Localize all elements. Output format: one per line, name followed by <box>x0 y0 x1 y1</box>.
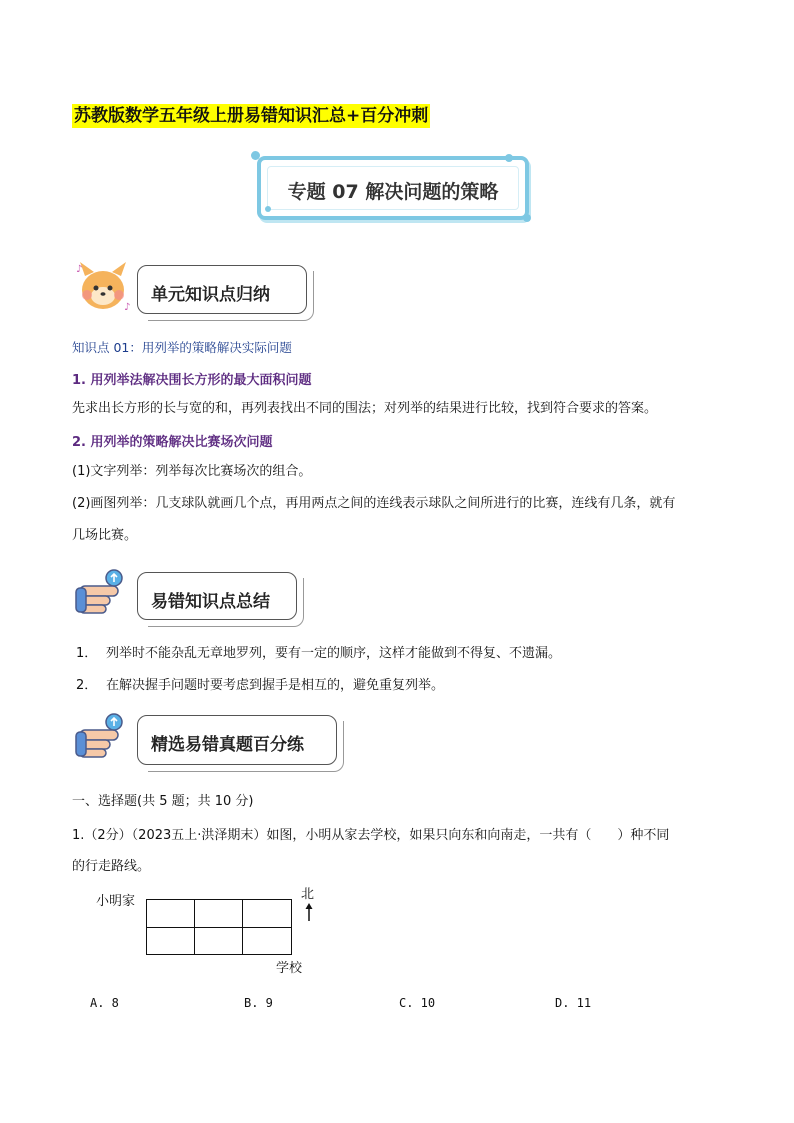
north-label: 北 <box>301 887 315 902</box>
option-a: A. 8 <box>90 996 119 1010</box>
cartoon-dog-icon <box>72 258 134 316</box>
decor-dot <box>251 151 260 160</box>
school-label: 学校 <box>276 961 303 976</box>
section-header-label: 精选易错真题百分练 <box>151 735 304 755</box>
section-header-practice <box>137 715 337 765</box>
knowledge-item-body: 先求出长方形的长与宽的和，再列表找出不同的围法；对列举的结果进行比较，找到符合要求的答案。 <box>72 401 658 416</box>
decor-dot <box>505 154 513 162</box>
question-text: 的行走路线。 <box>72 859 151 874</box>
pointing-hand-icon <box>74 568 130 616</box>
route-grid <box>146 899 292 955</box>
option-b: B. 9 <box>244 996 273 1010</box>
practice-part-title: 一、选择题(共 5 题；共 10 分) <box>72 794 254 809</box>
svg-text:♪: ♪ <box>76 264 83 275</box>
knowledge-item-body: (2)画图列举：几支球队就画几个点，再用两点之间的连线表示球队之间所进行的比赛，连线有几条，就有 <box>72 496 676 511</box>
mistake-number: 1． <box>76 646 98 661</box>
knowledge-item-body: (1)文字列举：列举每次比赛场次的组合。 <box>72 464 312 479</box>
knowledge-item-body: 几场比赛。 <box>72 528 138 543</box>
section-header-label: 易错知识点总结 <box>151 592 270 612</box>
grid-cell <box>194 927 243 955</box>
mistake-item <box>76 676 444 696</box>
decor-dot <box>523 214 531 222</box>
grid-cell <box>146 927 195 955</box>
topic-banner <box>257 156 529 220</box>
grid-cell <box>146 899 195 928</box>
topic-title: 专题 07 解决问题的策略 <box>287 181 499 203</box>
mistake-text: 列举时不能杂乱无章地罗列，要有一定的顺序，这样才能做到不得复、不遗漏。 <box>106 646 562 661</box>
section-header-knowledge <box>137 265 307 314</box>
knowledge-item-title: 1. 用列举法解决围长方形的最大面积问题 <box>72 373 312 388</box>
grid-cell <box>242 927 292 955</box>
option-c: C. 10 <box>399 996 436 1010</box>
knowledge-point-title: 知识点 01：用列举的策略解决实际问题 <box>72 340 292 355</box>
question-text: 1.（2分）（2023五上·洪泽期末）如图，小明从家去学校，如果只向东和向南走，一共有（ ）种不同 <box>72 828 670 843</box>
section-header-label: 单元知识点归纳 <box>151 285 270 305</box>
home-label: 小明家 <box>96 894 136 909</box>
pointing-hand-icon <box>74 712 130 760</box>
decor-dot <box>265 206 271 212</box>
option-d: D. 11 <box>555 996 592 1010</box>
section-header-mistakes <box>137 572 297 620</box>
knowledge-item-title: 2. 用列举的策略解决比赛场次问题 <box>72 435 273 450</box>
mistake-text: 在解决握手问题时要考虑到握手是相互的，避免重复列举。 <box>106 678 445 693</box>
document-title: 苏教版数学五年级上册易错知识汇总+百分冲刺 <box>74 106 429 126</box>
svg-text:♪: ♪ <box>124 302 131 313</box>
mistake-item <box>76 644 561 664</box>
mistake-number: 2． <box>76 678 98 693</box>
grid-cell <box>194 899 243 928</box>
grid-cell <box>242 899 292 928</box>
north-arrow-icon <box>304 903 314 921</box>
